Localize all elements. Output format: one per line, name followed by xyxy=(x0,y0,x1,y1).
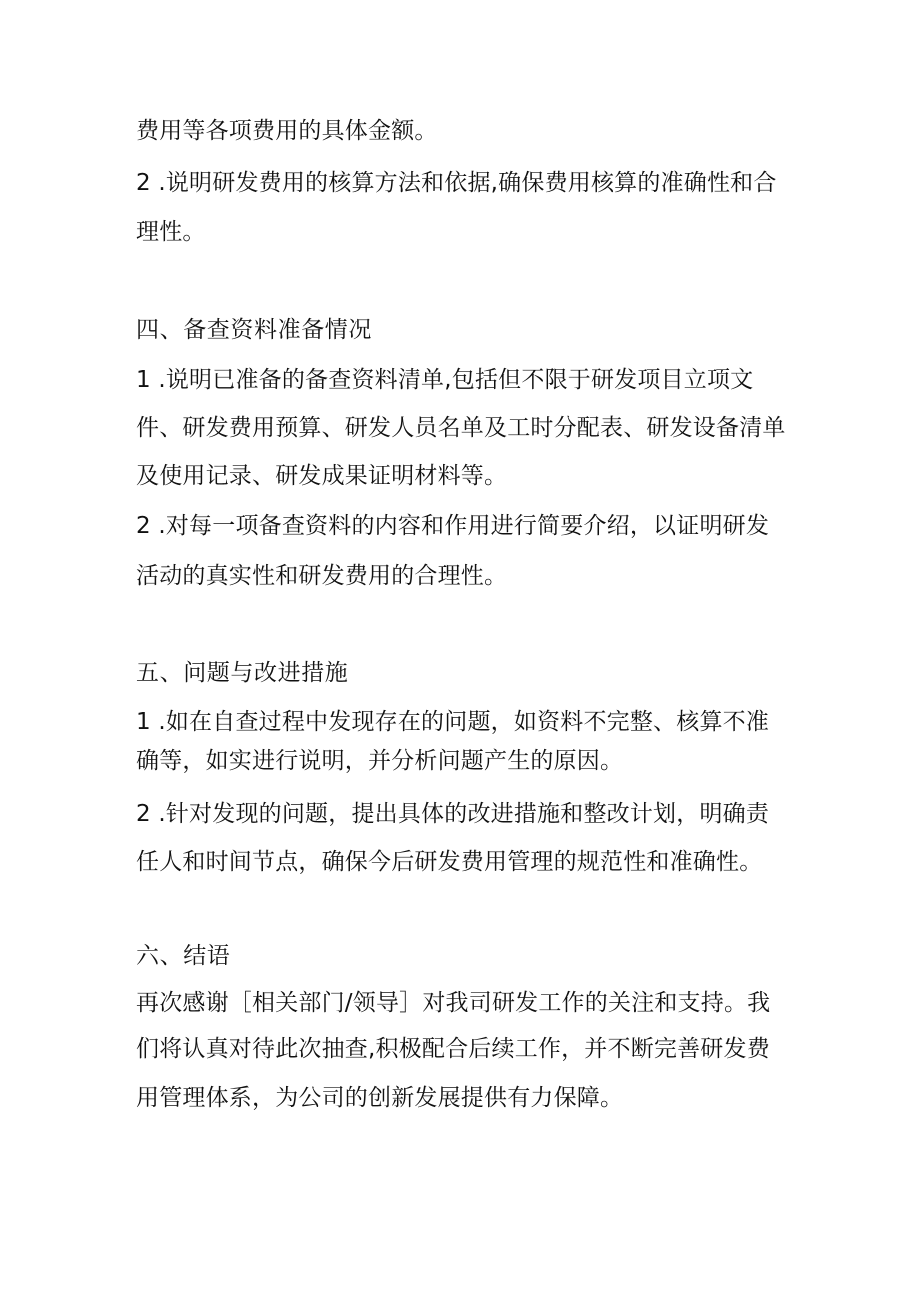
list-item-line: 1 .说明已准备的备查资料清单,包括但不限于研发项目立项文 xyxy=(136,367,754,393)
list-item-line: 1 .如在自查过程中发现存在的问题，如资料不完整、核算不准 xyxy=(136,709,770,735)
paragraph-line: 们将认真对待此次抽查,积极配合后续工作，并不断完善研发费 xyxy=(136,1036,770,1062)
section-heading: 六、结语 xyxy=(136,943,231,969)
paragraph-line: 任人和时间节点，确保今后研发费用管理的规范性和准确性。 xyxy=(136,849,763,875)
section-heading: 五、问题与改进措施 xyxy=(136,660,349,686)
paragraph-line: 用管理体系，为公司的创新发展提供有力保障。 xyxy=(136,1085,624,1111)
section-heading: 四、备查资料准备情况 xyxy=(136,317,372,343)
paragraph-line: 件、研发费用预算、研发人员名单及工时分配表、研发设备清单 xyxy=(136,415,786,441)
paragraph-line: 费用等各项费用的具体金额。 xyxy=(136,118,438,144)
list-item-line: 2 .说明研发费用的核算方法和依据,确保费用核算的准确性和合 xyxy=(136,170,777,196)
paragraph-line: 活动的真实性和研发费用的合理性。 xyxy=(136,563,508,589)
paragraph-line: 理性。 xyxy=(136,219,206,245)
paragraph-line: 确等，如实进行说明，并分析问题产生的原因。 xyxy=(136,748,624,774)
list-item-line: 2 .针对发现的问题，提出具体的改进措施和整改计划，明确责 xyxy=(136,801,770,827)
paragraph-line: 再次感谢［相关部门/领导］对我司研发工作的关注和支持。我 xyxy=(136,990,771,1016)
list-item-line: 2 .对每一项备查资料的内容和作用进行简要介绍，以证明研发 xyxy=(136,513,770,539)
paragraph-line: 及使用记录、研发成果证明材料等。 xyxy=(136,463,508,489)
